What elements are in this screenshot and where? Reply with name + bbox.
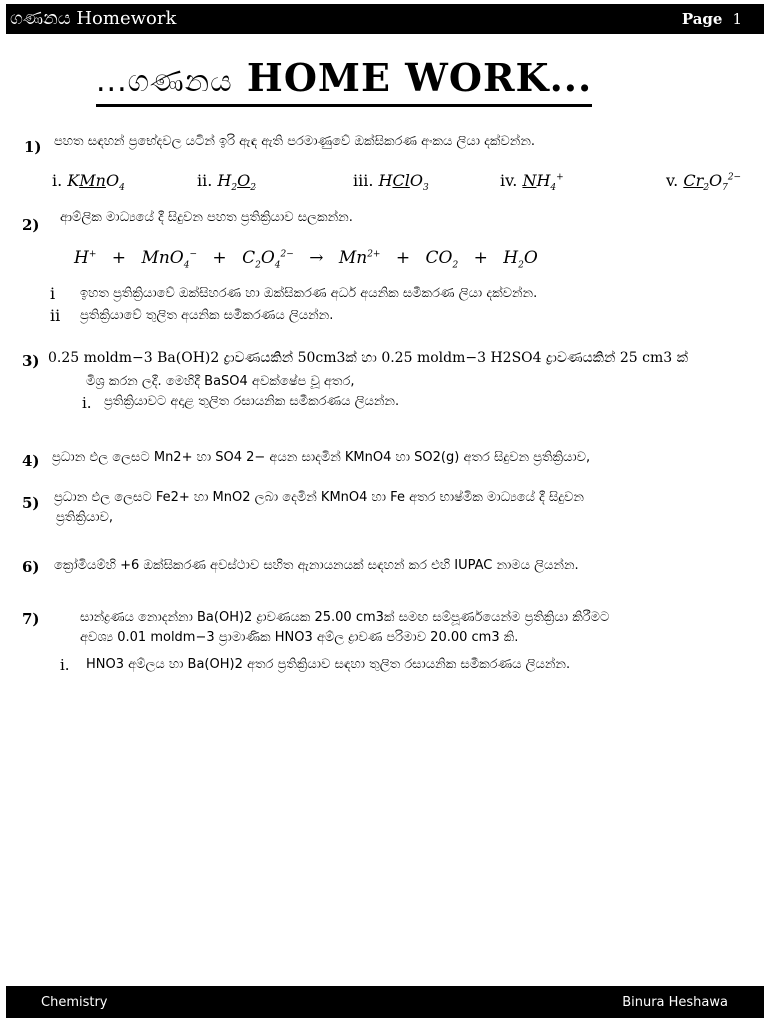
q1-part-ii: ii. $H_2O_2$: [197, 171, 256, 194]
q7-line2: අවශ්‍ය 0.01 moldm−3 ප්‍රාමාණික HNO3 අම්ල ද්‍රාවණ පරිමාව 20.00 cm3 කි.: [80, 630, 519, 645]
q2-sub-ii-label: ii: [50, 306, 61, 325]
q7-sub-text: HNO3 අම්ලය හා Ba(OH)2 අතර ප්‍රතික්‍රියාව සඳහා තුලිත රසායනික සමීකරණය ලියන්න.: [86, 657, 571, 672]
footer-subject: Chemistry: [41, 995, 108, 1010]
q2-number: 2): [22, 216, 40, 234]
q1-text: පහත සඳහන් ප්‍රභේදවල යටින් ඉරි ඇඳ ඇති පරමාණුවේ ඔක්සිකරණ අංකය ලියා දක්වන්න.: [54, 134, 536, 149]
q1-part-iv: iv. $NH_4^+$: [500, 171, 564, 194]
q5-line1: ප්‍රධාන ඵල ලෙසට Fe2+ හා MnO2 ලබා දෙමින් KMnO4 හා Fe අතර භාෂ්මික මාධ්‍යයේ දී සිදුවන: [54, 490, 584, 505]
title-prefix: ...ගණනය: [96, 64, 233, 99]
q6-number: 6): [22, 558, 40, 576]
q1-number: 1): [24, 138, 42, 156]
header-bar: [6, 4, 764, 34]
q2-equation: $H^+ + MnO_4^- + C_2O_4^{2-} \to Mn^{2+} + CO_2 + H_2O$: [74, 248, 538, 271]
footer-bar: [6, 986, 764, 1018]
q5-line2: ප්‍රතික්‍රියාව,: [56, 510, 114, 525]
footer-author: Binura Heshawa: [622, 995, 728, 1010]
document-title: [96, 56, 592, 107]
q4-number: 4): [22, 452, 40, 470]
q7-number: 7): [22, 610, 40, 628]
q1-part-iii: iii. HClO$_3$: [353, 171, 429, 194]
q2-sub-i-label: i: [50, 284, 56, 303]
q4-text: ප්‍රධාන ඵල ලෙසට Mn2+ හා SO4 2− අයන සාදමින් KMnO4 හා SO2(g) අතර සිදුවන ප්‍රතික්‍රියාව,: [52, 450, 591, 465]
q6-text: ක්‍රෝමියම්හි +6 ඔක්සිකරණ අවස්ථාව සහිත ඇනායනයක් සඳහන් කර එහි IUPAC නාමය ලියන්න.: [54, 558, 579, 573]
q2-sub-ii-text: ප්‍රතික්‍රියාවේ තුලිත අයනික සමීකරණය ලියන්න.: [80, 308, 334, 323]
page-number: 1: [732, 10, 742, 28]
q3-sub-text: ප්‍රතික්‍රියාවට අදාළ තුලිත රසායනික සමීකරණය ලියන්න.: [104, 394, 400, 409]
page-label: Page: [681, 10, 723, 28]
q2-text: ආම්ලික මාධ්‍යයේ දී සිදුවන පහත ප්‍රතික්‍රියාව සලකන්න.: [60, 210, 353, 225]
q3-number: 3): [22, 352, 40, 370]
q1-part-i: i. KMnO$_4$: [52, 171, 125, 194]
q3-sub-label: i.: [82, 394, 92, 412]
page-indicator: [682, 10, 742, 28]
q7-line1: සාන්ද්‍රණය නොදන්නා Ba(OH)2 ද්‍රාවණයක 25.00 cm3ක් සමඟ සම්පූර්ණයෙන්ම ප්‍රතික්‍රියා කිරීමට: [80, 610, 610, 625]
q5-number: 5): [22, 494, 40, 512]
q1-part-v: v. $Cr_2O_7^{2-}$: [666, 171, 742, 194]
title-main: HOME WORK...: [246, 55, 593, 100]
q3-line2: මිශ්‍ර කරන ලදී. මෙහිදී BaSO4 අවක්ෂේප වූ අතර,: [86, 374, 355, 389]
q2-sub-i-text: ඉහත ප්‍රතික්‍රියාවේ ඔක්සිහරණ හා ඔක්සිකරණ අර්ධ අයනික සමීකරණ ලියා දක්වන්න.: [80, 286, 538, 301]
q7-sub-label: i.: [60, 656, 70, 674]
q3-line1: 0.25 moldm−3 Ba(OH)2 ද්‍රාවණයකින් 50cm3ක් හා 0.25 moldm−3 H2SO4 ද්‍රාවණයකින් 25 cm3 ක්: [48, 350, 688, 366]
header-title: ගණනය Homework: [10, 8, 177, 29]
